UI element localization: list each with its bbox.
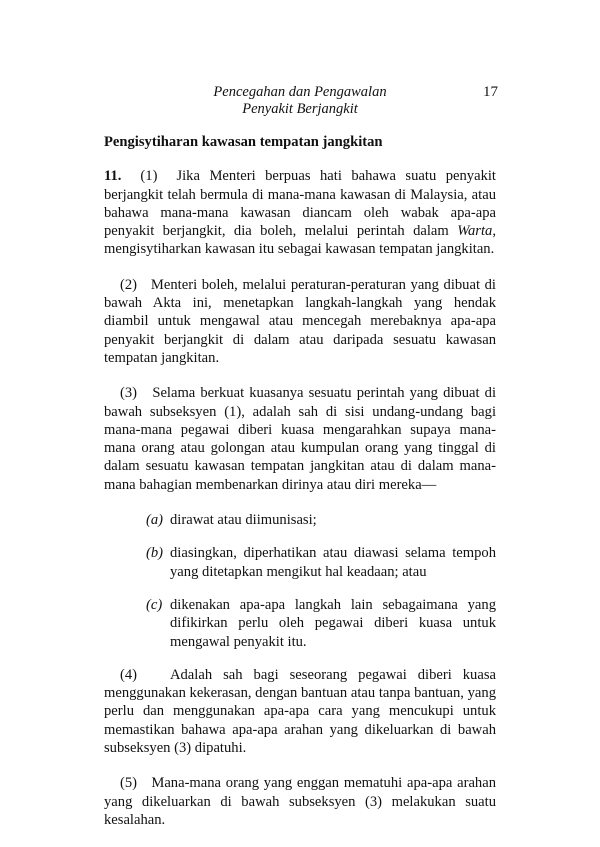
subsection-1-text-b: , mengisytiharkan kawasan itu sebagai kawasan tempatan jangkitan. bbox=[104, 223, 496, 258]
section-heading: Pengisytiharan kawasan tempatan jangkitan bbox=[104, 134, 383, 150]
subsection-4-marker: (4) bbox=[120, 666, 138, 683]
list-item-text: diasingkan, diperhatikan atau diawasi selama tempoh yang ditetapkan mengikut hal keadaan; atau bbox=[170, 545, 496, 580]
subsection-5-marker: (5) bbox=[120, 775, 138, 792]
list-item bbox=[104, 544, 496, 581]
subsection-5 bbox=[104, 774, 496, 829]
running-header-line-1: Pencegahan dan Pengawalan bbox=[213, 84, 387, 100]
subsection-2 bbox=[104, 276, 496, 367]
running-header-line-2: Penyakit Berjangkit bbox=[242, 101, 358, 117]
document-body bbox=[104, 133, 496, 846]
page-number: 17 bbox=[483, 84, 498, 100]
list-item-marker: (a) bbox=[146, 512, 164, 529]
list-item-text: dirawat atau diimunisasi; bbox=[170, 512, 317, 529]
list-item-text: dikenakan apa-apa langkah lain sebagaimana yang difikirkan perlu oleh pegawai diberi kuasa untuk mengawal penyakit itu. bbox=[170, 596, 496, 650]
section-number: 11. bbox=[104, 168, 122, 185]
subsection-4 bbox=[104, 666, 496, 757]
subsection-3-marker: (3) bbox=[120, 385, 138, 402]
subsection-3 bbox=[104, 384, 496, 494]
list-item bbox=[104, 596, 496, 651]
list-item-marker: (b) bbox=[146, 545, 164, 562]
subsection-1-marker: (1) bbox=[140, 168, 158, 185]
subsection-1 bbox=[104, 167, 496, 258]
subsection-2-marker: (2) bbox=[120, 276, 138, 293]
subsection-4-text: Adalah sah bagi seseorang pegawai diberi kuasa menggunakan kekerasan, dengan bantuan atau tanpa bantuan, yang perlu dan menggunakan apa-apa cara yang mencukupi untuk memastikan bahawa apa-apa arahan yang dikeluarkan di bawah subseksyen (3) dipatuhi. bbox=[104, 666, 496, 757]
subsection-1-text-a: Jika Menteri berpuas hati bahawa suatu penyakit berjangkit telah bermula di mana-mana kawasan di Malaysia, atau bahawa mana-mana kawasan diancam oleh wabak apa-apa penyakit berjangkit, dia boleh, melalui perintah dalam bbox=[104, 168, 496, 240]
subsection-5-text: Mana-mana orang yang enggan mematuhi apa-apa arahan yang dikeluarkan di bawah subseksyen (3) melakukan suatu kesalahan. bbox=[104, 775, 496, 828]
running-header bbox=[104, 84, 496, 118]
list-item bbox=[104, 511, 496, 529]
subsection-1-text-italic: Warta bbox=[457, 223, 493, 240]
subsection-3-text: Selama berkuat kuasanya sesuatu perintah yang dibuat di bawah subseksyen (1), adalah sah di sisi undang-undang bagi mana-mana pegawai diberi kuasa mengarahkan supaya mana-mana orang atau golongan atau kumpulan orang yang tinggal di dalam sesuatu kawasan tempatan jangkitan atau di dalam mana-mana bahagian membenarkan dirinya atau diri mereka— bbox=[104, 385, 496, 493]
list-item-marker: (c) bbox=[146, 596, 163, 613]
subsection-2-text: Menteri boleh, melalui peraturan-peraturan yang dibuat di bawah Akta ini, menetapkan langkah-langkah yang hendak diambil untuk mengawal atau mencegah merebaknya apa-apa penyakit berjangkit di dalam atau daripada sesuatu kawasan tempatan jangkitan. bbox=[104, 276, 496, 366]
paragraph-list bbox=[104, 511, 496, 651]
